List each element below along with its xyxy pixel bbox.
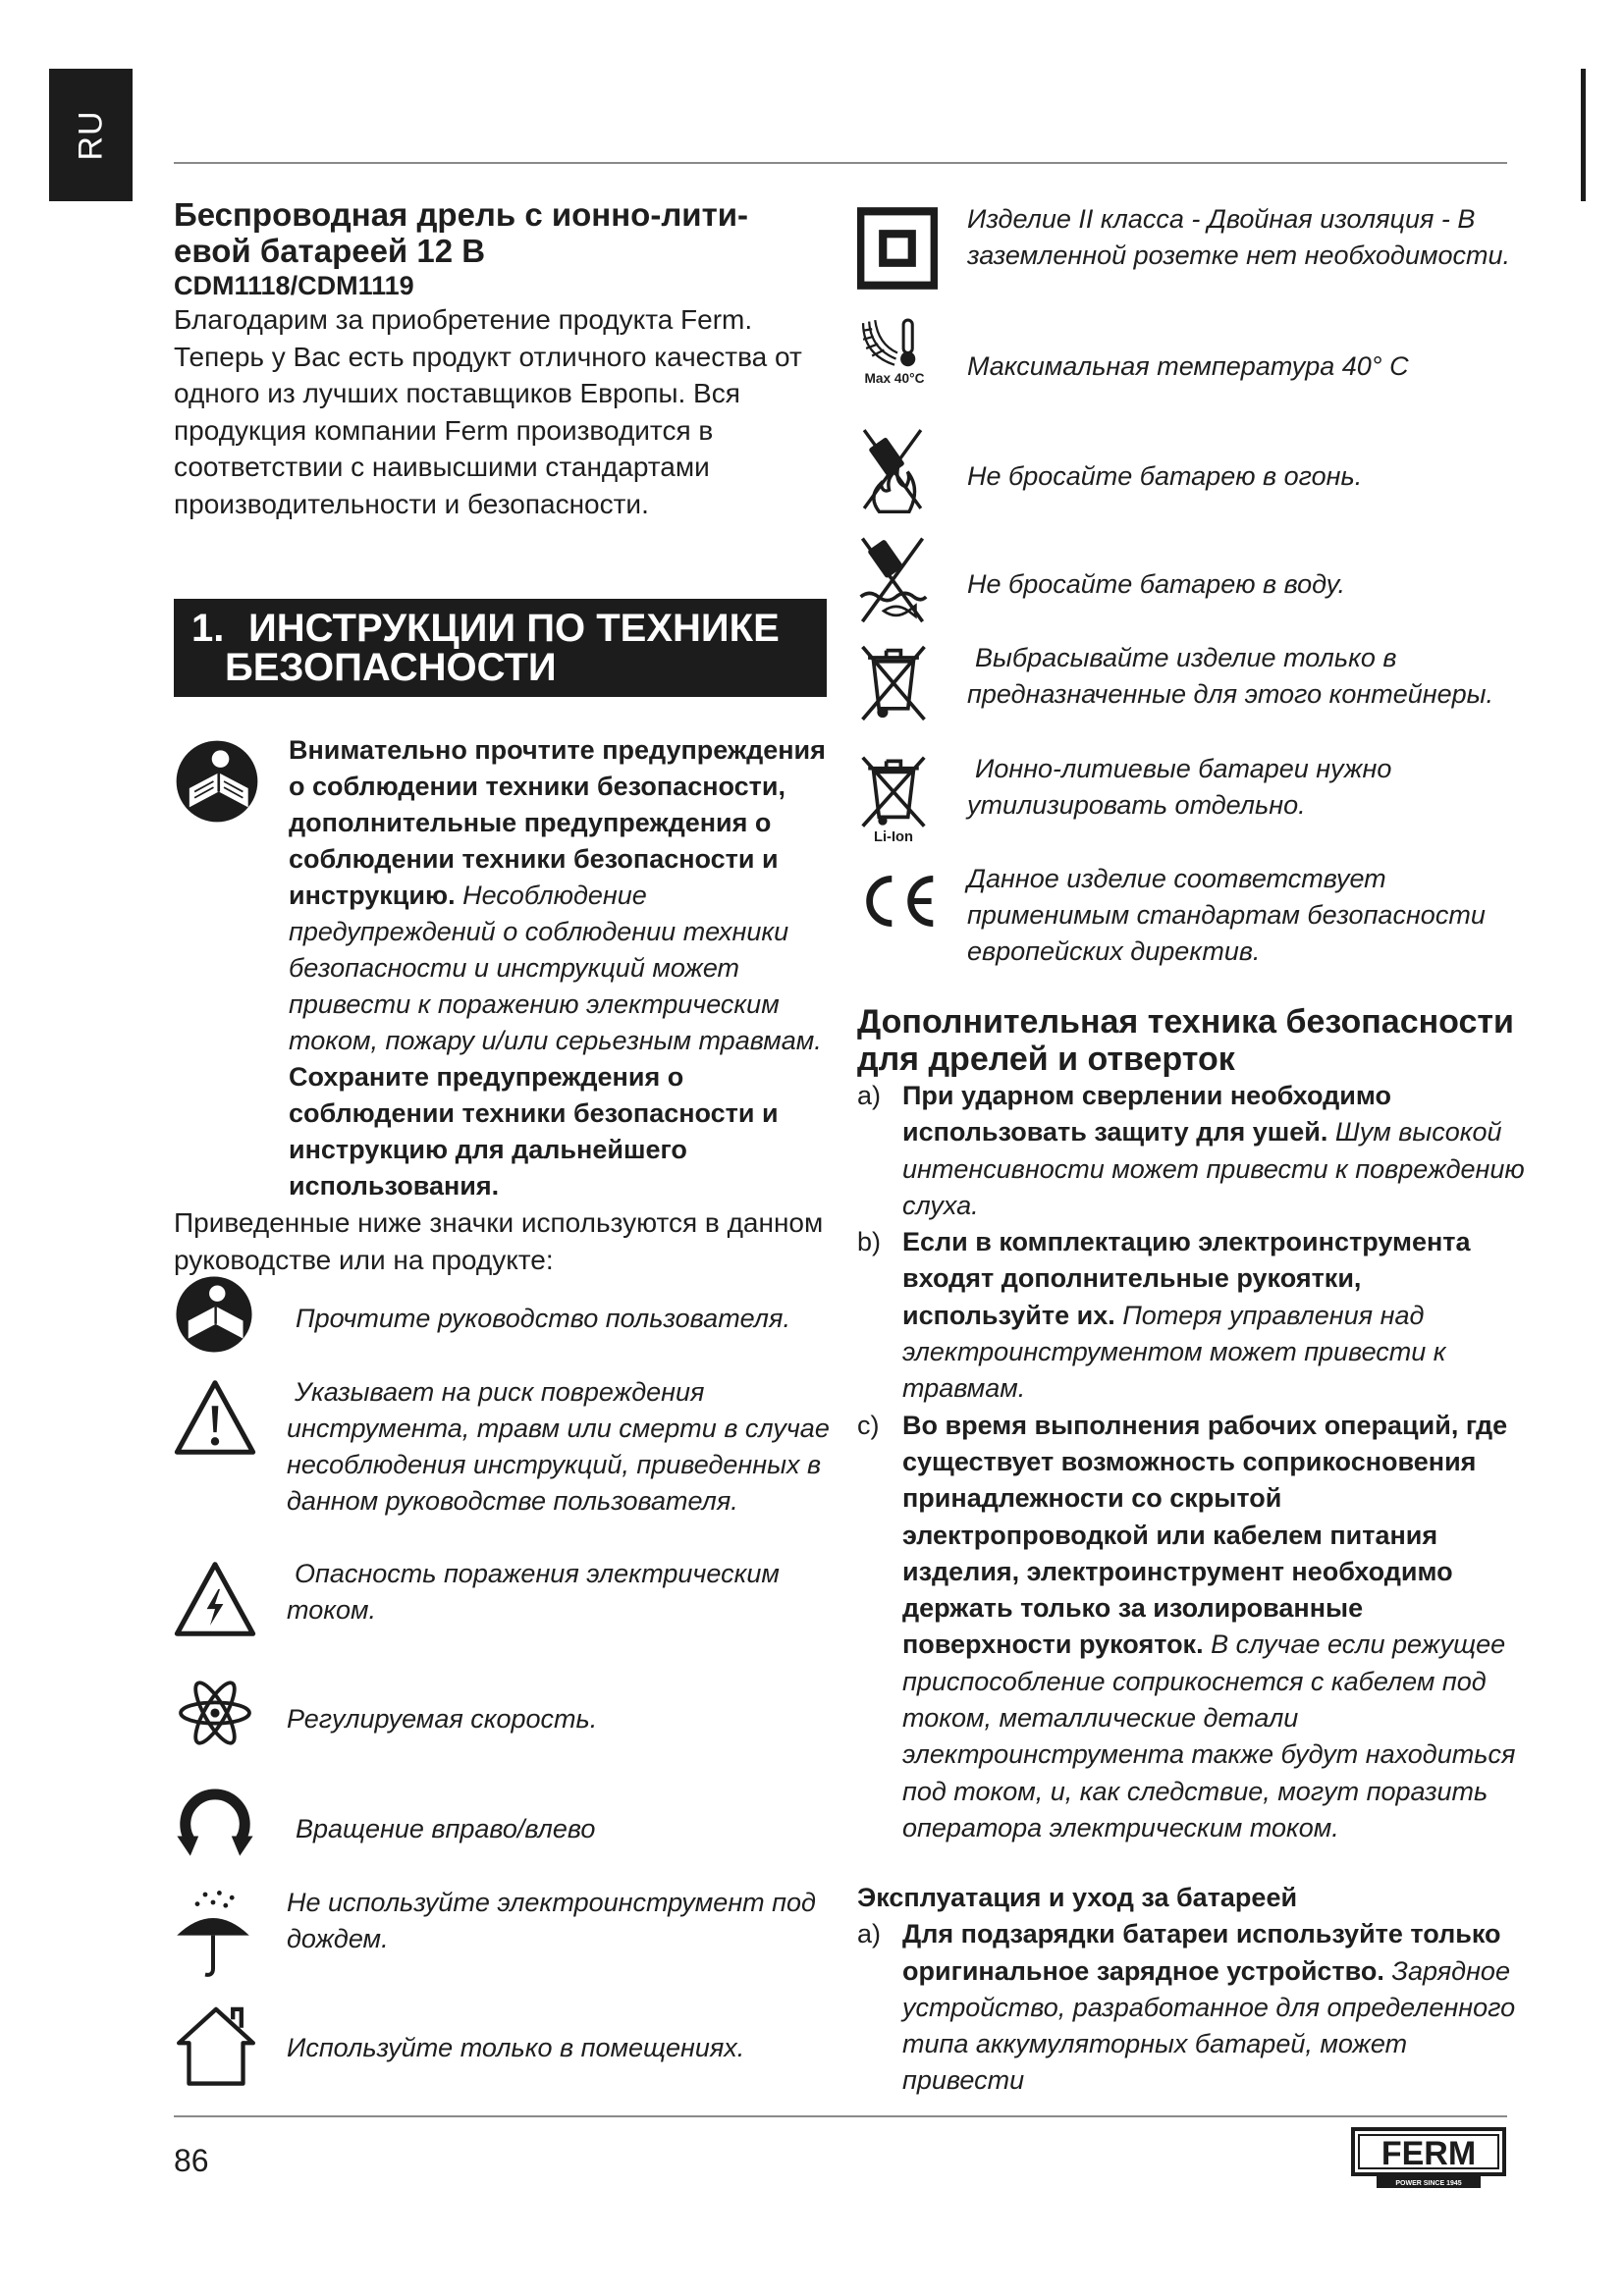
weee-bin-icon <box>857 643 930 721</box>
variable-speed-icon <box>178 1679 252 1747</box>
symbol-text-electric-shock <box>287 1556 832 1629</box>
no-fire-icon <box>859 425 926 513</box>
read-manual-icon <box>174 738 260 825</box>
symbol-text-no-fire: Не бросайте батарею в огонь. <box>967 461 1363 491</box>
symbol-text-double-insulation: Изделие II класса - Двойная изоляция - В заземленной розетке нет необходимости. <box>967 204 1511 270</box>
list-item-label: a) <box>857 1919 882 1949</box>
rain-umbrella-icon <box>174 1890 252 1978</box>
read-manual-icon <box>174 1274 254 1355</box>
li-ion-bin-icon <box>857 754 930 844</box>
drill-safety-list <box>857 1078 1525 1846</box>
indoor-house-icon <box>174 2002 258 2087</box>
logo-text: FERM <box>1380 2135 1477 2172</box>
symbol-text-warning <box>287 1374 832 1520</box>
model-number: CDM1118/CDM1119 <box>174 271 414 300</box>
list-item-bold: Если в комплектацию электроинструмента входят дополнительные рукоятки, используйте их. <box>902 1227 1471 1330</box>
symbol-text-indoor: Используйте только в помещениях. <box>287 2033 745 2062</box>
symbol-text-electric-shock-value: Опасность поражения электрическим током. <box>287 1559 780 1625</box>
max-temperature-icon <box>857 317 932 386</box>
list-item-label: a) <box>857 1081 882 1110</box>
symbol-text-variable-speed: Регулируемая скорость. <box>287 1704 598 1734</box>
warning-italic: Несоблюдение предупреждений о соблюдении техники безопасности и инструкций может привести к поражению электрическим током, пожару и/или серьезным травмам. <box>289 881 822 1055</box>
list-item-bold: Во время выполнения рабочих операций, где существует возможность соприкосновения принадлежности со скрытой электропроводкой или кабелем питания изделия, электроинструмент необходимо держать только за изолированные поверхности рукояток. <box>902 1410 1508 1660</box>
li-ion-label: Li-Ion <box>873 829 914 844</box>
ce-mark-icon <box>857 872 940 931</box>
product-title <box>174 196 827 269</box>
list-item-italic: В случае если режущее приспособление соприкоснется с кабелем под током, металлические детали электроинструмента также будут находиться под током, и, как следствие, могут поразить оператора электрическим током. <box>902 1629 1516 1842</box>
symbol-text-rotation: Вращение вправо/влево <box>296 1814 596 1843</box>
max-temp-label: Max 40°C <box>864 370 925 386</box>
ferm-logo <box>1349 2125 1508 2190</box>
battery-care-title: Эксплуатация и уход за батареей <box>857 1883 1298 1913</box>
symbol-text-li-ion-value: Ионно-литиевые батареи нужно утилизировать отдельно. <box>967 754 1392 820</box>
header-rule <box>174 162 1507 164</box>
symbol-text-weee <box>967 640 1517 713</box>
language-tab-label: RU <box>72 109 109 161</box>
list-item-bold: Для подзарядки батареи используйте только оригинальное зарядное устройство. <box>902 1919 1501 1986</box>
list-item <box>857 1916 1525 2099</box>
symbols-intro: Приведенные ниже значки используются в данном руководстве или на продукте: <box>174 1207 824 1275</box>
list-item <box>857 1078 1525 1224</box>
right-safety-section <box>857 1003 1525 2100</box>
list-item-italic: Зарядное устройство, разработанное для определенного типа аккумуляторных батарей, может привести <box>902 1955 1516 2096</box>
language-tab <box>49 69 133 201</box>
symbol-text-li-ion <box>967 751 1517 824</box>
rotation-icon <box>174 1777 256 1859</box>
symbol-text-read-manual: Прочтите руководство пользователя. <box>296 1304 790 1333</box>
footer-rule <box>174 2115 1507 2117</box>
logo-tagline: POWER SINCE 1945 <box>1395 2180 1462 2187</box>
symbol-text-ce: Данное изделие соответствует применимым стандартам безопасности европейских директив. <box>967 864 1486 966</box>
no-water-icon <box>857 535 928 623</box>
symbol-text-warning-value: Указывает на риск повреждения инструмента, травм или смерти в случае несоблюдения инструкций, приведенных в данном руководстве пользователя. <box>287 1377 830 1516</box>
symbol-text-weee-value: Выбрасывайте изделие только в предназначенные для этого контейнеры. <box>967 643 1493 709</box>
product-title-line2: евой батареей 12 В <box>174 233 486 269</box>
warning-bold-1: Внимательно прочтите предупреждения о соблюдении техники безопасности, дополнительные предупреждения о соблюдении техники безопасности и инструкцию. <box>289 735 826 910</box>
section-heading <box>174 599 827 697</box>
list-item <box>857 1408 1525 1847</box>
section-number: 1. <box>191 607 225 650</box>
list-item-label: b) <box>857 1227 882 1257</box>
warning-bold-2: Сохраните предупреждения о соблюдении техники безопасности и инструкцию для дальнейшего использования. <box>289 1062 779 1201</box>
list-item-label: c) <box>857 1410 880 1440</box>
drill-safety-title: Дополнительная техника безопасности для дрелей и отверток <box>857 1003 1514 1078</box>
intro-paragraph: Благодарим за приобретение продукта Ferm. Теперь у Вас есть продукт отличного качества от одного из лучших поставщиков Европы. Вся продукция компании Ferm производится в соответствии с наивысшими стандартами производительности и безопасности. <box>174 304 802 519</box>
section-title-line2: БЕЗОПАСНОСТИ <box>225 646 557 689</box>
safety-warning-block <box>174 732 827 1204</box>
battery-care-list <box>857 1916 1525 2099</box>
symbol-text-no-water: Не бросайте батарею в воду. <box>967 569 1345 599</box>
page-number: 86 <box>174 2143 209 2178</box>
list-item-italic: Шум высокой интенсивности может привести к повреждению слуха. <box>902 1117 1525 1220</box>
symbol-text-max-temperature: Максимальная температура 40° C <box>967 351 1409 381</box>
warning-triangle-icon <box>174 1379 256 1456</box>
product-title-line1: Беспроводная дрель с ионно-лити- <box>174 196 749 233</box>
section-title-line1: ИНСТРУКЦИИ ПО ТЕХНИКЕ <box>248 607 780 650</box>
margin-marker <box>1581 69 1586 201</box>
double-insulation-icon <box>857 206 938 291</box>
list-item <box>857 1224 1525 1407</box>
symbol-text-rain: Не используйте электроинструмент под дождем. <box>287 1888 816 1953</box>
left-column <box>174 196 827 1278</box>
list-item-italic: Потеря управления над электроинструментом может привести к травмам. <box>902 1300 1446 1404</box>
list-item-bold: При ударном сверлении необходимо использовать защиту для ушей. <box>902 1081 1391 1148</box>
electric-shock-icon <box>174 1561 256 1637</box>
